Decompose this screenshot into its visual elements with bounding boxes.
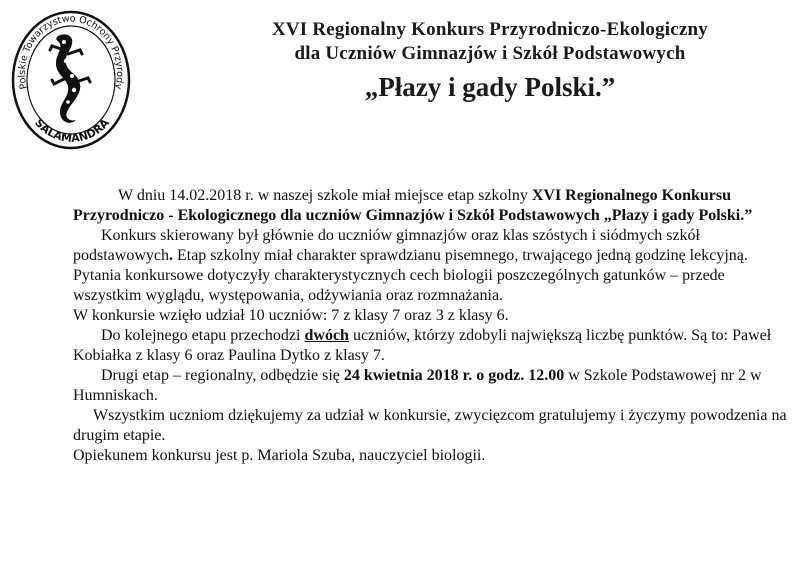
description-dot: . xyxy=(168,247,173,264)
article-body xyxy=(73,186,788,466)
contest-theme: „Płazy i gady Polski.” xyxy=(364,72,616,102)
qualifiers-text-a: Do kolejnego etapu przechodzi xyxy=(101,327,305,344)
next-stage-date: 24 kwietnia 2018 r. o godz. 12.00 xyxy=(343,367,565,384)
salamander-icon xyxy=(50,34,90,122)
qualifiers-text-b: uczniów, którzy zdobyli największą liczbę punktów. Są to: Paweł Kobiałka z klasy 6 oraz Paulina Dytko z klasy 7. xyxy=(73,327,772,364)
next-stage-text-a: Drugi etap – regionalny, odbędzie się xyxy=(101,367,344,384)
paragraph-thanks: Wszystkim uczniom dziękujemy za udział w konkursie, zwycięzcom gratulujemy i życzymy powodzenia na drugim etapie. xyxy=(73,407,787,444)
paragraph-description xyxy=(73,226,788,306)
logo-ring-text-bottom: SALAMANDRA xyxy=(32,116,112,146)
paragraph-intro xyxy=(73,186,788,226)
contest-title-line2: dla Uczniów Gimnazjów i Szkół Podstawowych xyxy=(294,43,686,64)
paragraph-qualifiers xyxy=(73,326,788,366)
qualifiers-count: dwóch xyxy=(304,327,349,344)
salamander-emblem-icon xyxy=(6,6,136,154)
page-header xyxy=(190,18,790,104)
logo-ring-text-top: Polskie Towarzystwo Ochrony Przyrody xyxy=(16,13,126,91)
paragraph-participants: W konkursie wzięło udział 10 uczniów: 7 z klasy 7 oraz 3 z klasy 6. xyxy=(73,307,509,324)
description-text-a: Konkurs skierowany był głównie do uczniów gimnazjów oraz klas szóstych i siódmych szkół podstawowych xyxy=(73,227,700,264)
paragraph-next-stage xyxy=(73,366,788,406)
intro-contest-name: XVI Regionalnego Konkursu Przyrodniczo - Ekologicznego dla uczniów Gimnazjów i Szkół Podstawowych „Płazy i gady Polski.” xyxy=(73,187,753,224)
contest-title-line1: XVI Regionalny Konkurs Przyrodniczo-Ekologiczny xyxy=(271,19,709,40)
paragraph-supervisor: Opiekunem konkursu jest p. Mariola Szuba, nauczyciel biologii. xyxy=(73,447,486,464)
salamandra-logo xyxy=(6,6,136,154)
next-stage-text-b: w Szkole Podstawowej nr 2 w Humniskach. xyxy=(73,367,762,404)
intro-text: W dniu 14.02.2018 r. w naszej szkole miał miejsce etap szkolny xyxy=(118,187,532,204)
description-text-b: Etap szkolny miał charakter sprawdzianu pisemnego, trwającego jedną godzinę lekcyjną. Pytania konkursowe dotyczyły charakterystycznych cech biologii poszczególnych gatunków – przede wszystkim wyglądu, występowania, odżywiania oraz rozmnażania. xyxy=(73,247,748,304)
